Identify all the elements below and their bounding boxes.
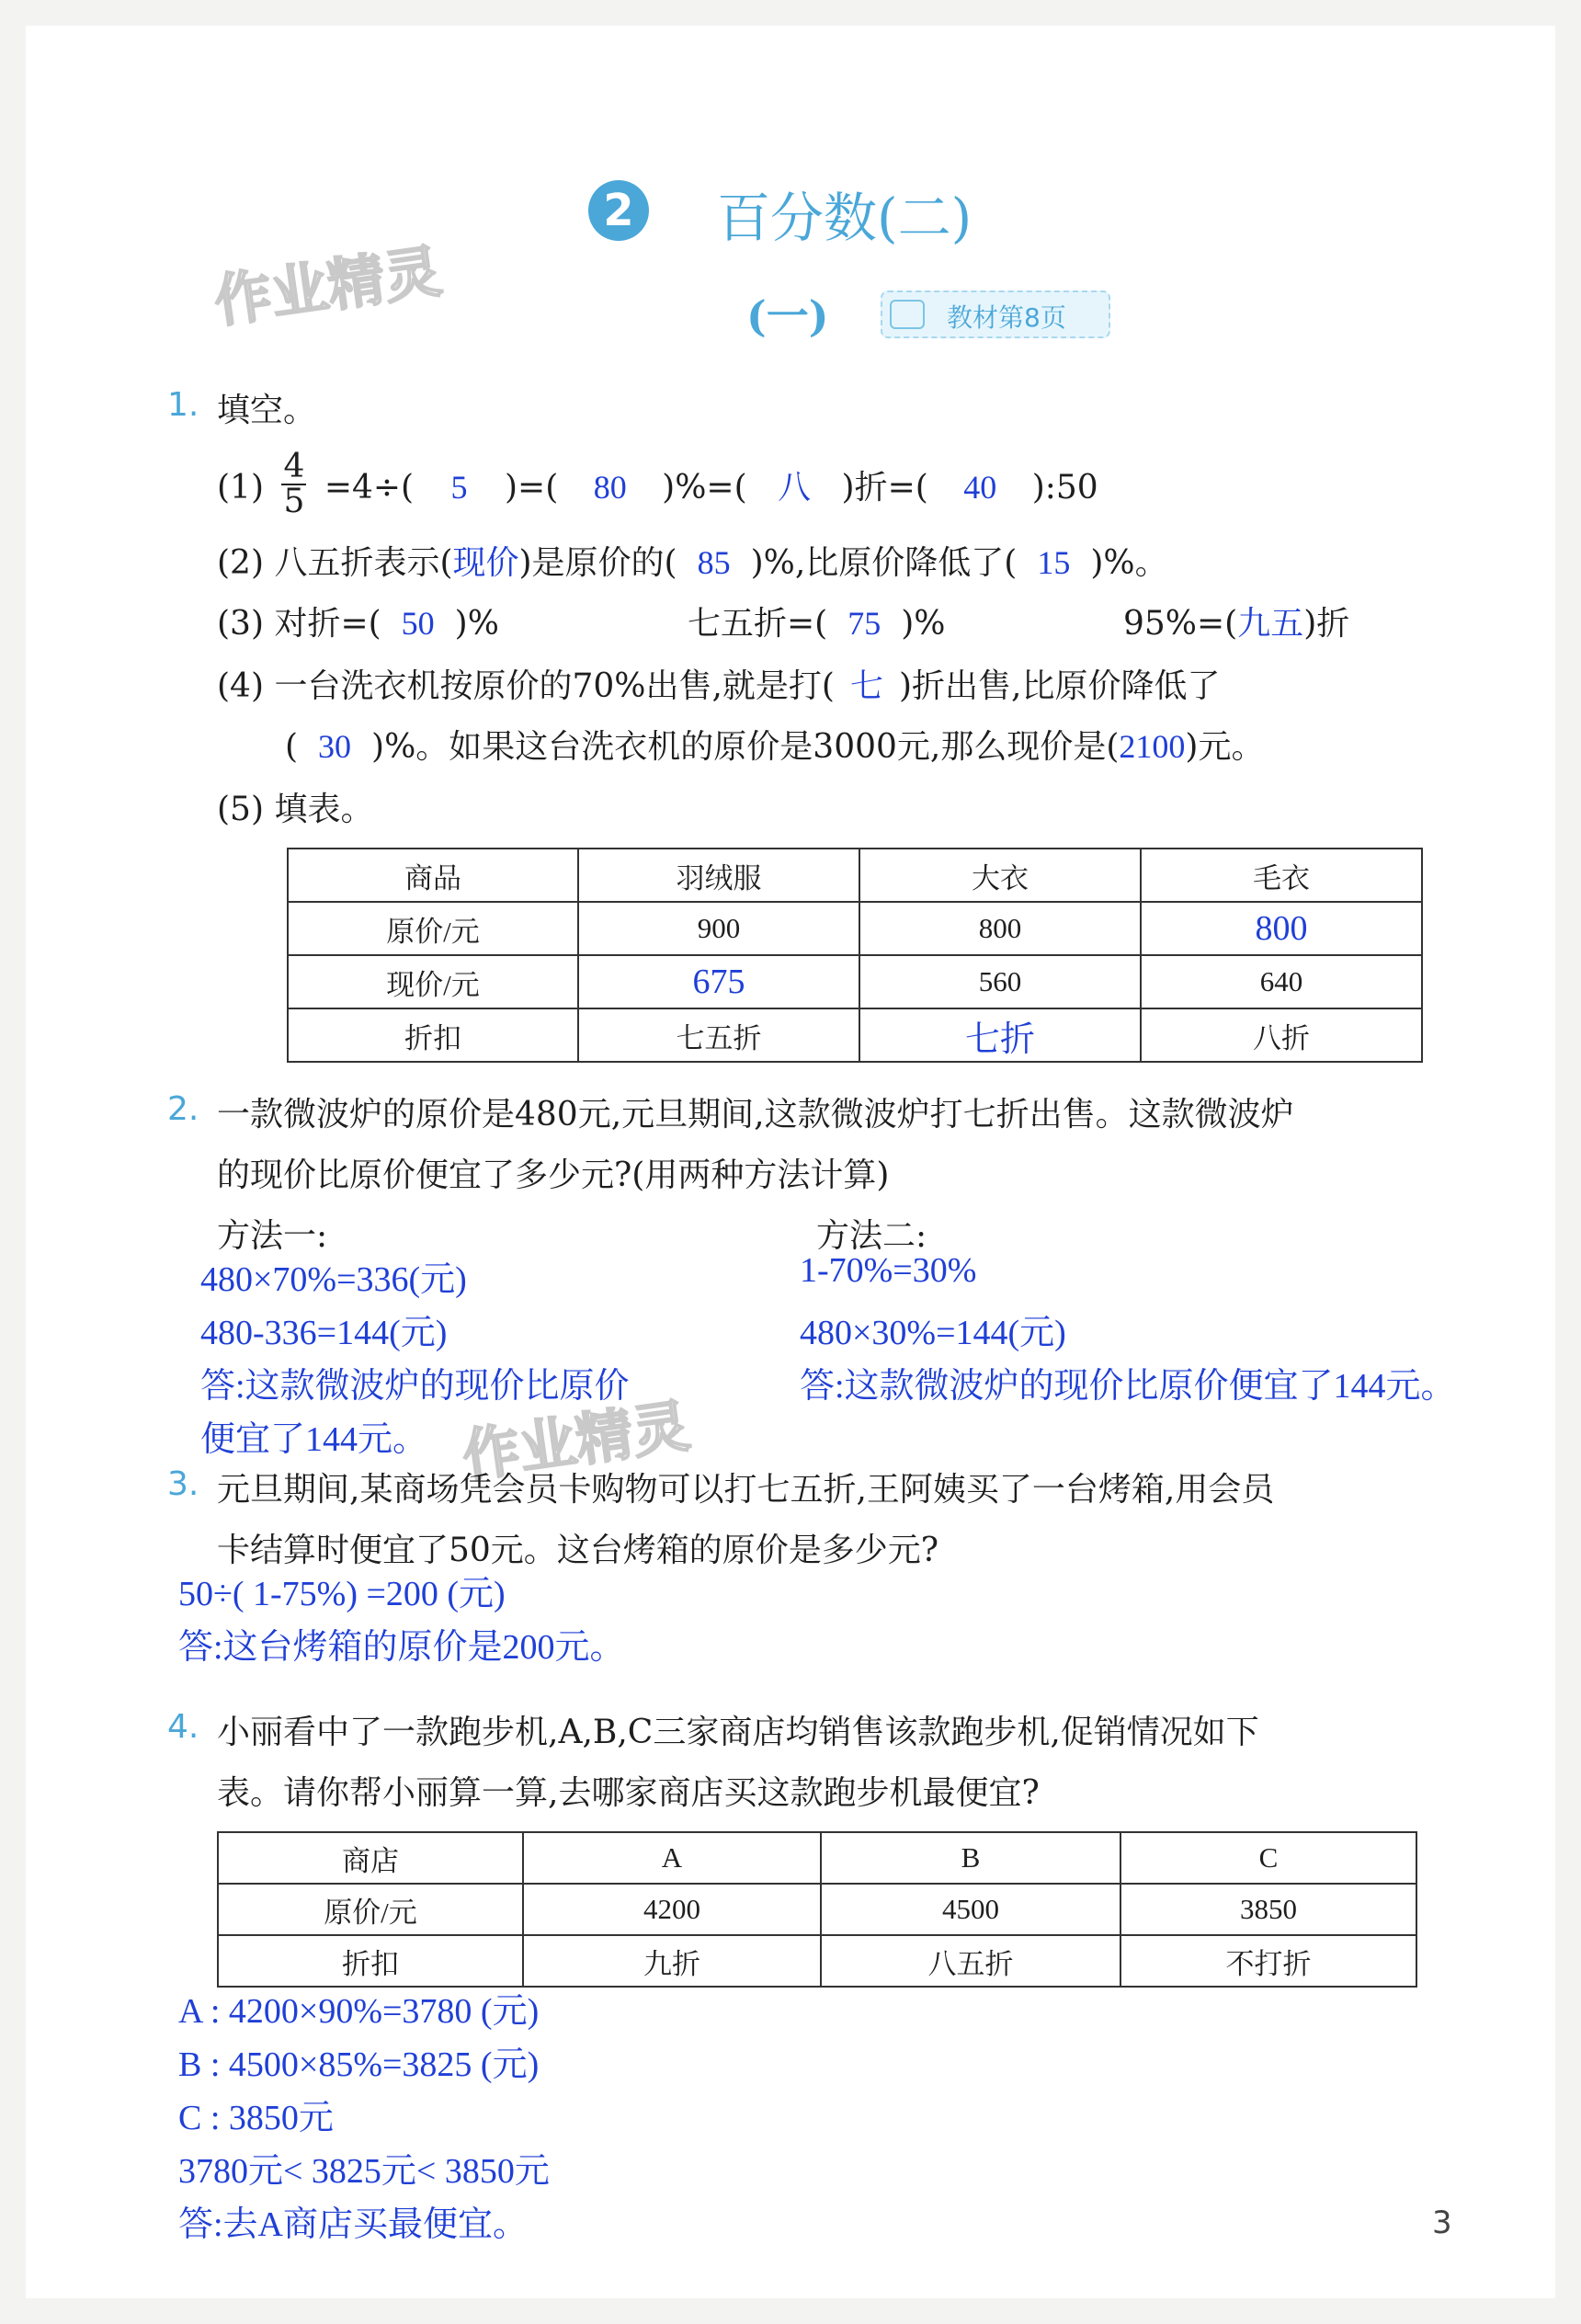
table-cell: 九折 xyxy=(523,1935,821,1987)
q1-p4-text1: 一台洗衣机按原价的70%出售,就是打( xyxy=(274,667,835,705)
table-cell: 折扣 xyxy=(218,1935,523,1987)
q1-p2-text4: )%。 xyxy=(1090,544,1168,582)
table-cell: B xyxy=(821,1832,1120,1884)
q1-p1-text3: )%=( xyxy=(662,469,747,507)
table-cell: 折扣 xyxy=(288,1008,578,1062)
q1-p3-index: (3) xyxy=(217,605,264,643)
table-cell: 七五折 xyxy=(578,1008,859,1062)
q1-p4-answer3: 2100 xyxy=(1119,728,1186,765)
q1-p3-answer3: 九五 xyxy=(1237,605,1304,642)
table-cell: 原价/元 xyxy=(218,1884,523,1935)
table-cell-answer: 800 xyxy=(1141,902,1422,955)
q3-answer1: 50÷( 1-75%) =200 (元) xyxy=(178,1575,506,1613)
q1-p1-index: (1) xyxy=(217,469,264,507)
q4-answer4: 3780元< 3825元< 3850元 xyxy=(178,2152,550,2191)
fraction-denominator: 5 xyxy=(283,483,305,520)
q3-answer2: 答:这台烤箱的原价是200元。 xyxy=(178,1628,625,1667)
method1-line3: 答:这款微波炉的现价比原价 xyxy=(200,1367,630,1406)
q1-p1 xyxy=(217,448,1098,520)
watermark-top: 作业精灵 xyxy=(210,237,446,336)
textbook-ref xyxy=(881,290,1110,338)
method1-line4: 便宜了144元。 xyxy=(200,1420,428,1459)
q4-answer5: 答:去A商店买最便宜。 xyxy=(178,2205,529,2244)
table-cell: 现价/元 xyxy=(288,955,578,1008)
method2-line1: 1-70%=30% xyxy=(800,1251,977,1290)
table-cell: 560 xyxy=(859,955,1141,1008)
q3-number: 3. xyxy=(167,1465,199,1503)
q1-p3-c xyxy=(1123,598,1349,644)
q4-line2: 表。请你帮小丽算一算,去哪家商店买这款跑步机最便宜? xyxy=(217,1774,1040,1812)
q2-number: 2. xyxy=(167,1090,199,1128)
q1-p1-answer4: 40 xyxy=(963,469,997,506)
q4-line1: 小丽看中了一款跑步机,A,B,C三家商店均销售该款跑步机,促销情况如下 xyxy=(217,1714,1259,1751)
table-cell: 八折 xyxy=(1141,1008,1422,1062)
q4-answer1: A : 4200×90%=3780 (元) xyxy=(178,1992,540,2031)
q1-p1-answer2: 80 xyxy=(593,469,627,506)
chapter-title: 百分数(二) xyxy=(717,187,972,249)
q4-answer3: C : 3850元 xyxy=(178,2099,334,2137)
method1-line1: 480×70%=336(元) xyxy=(200,1260,467,1299)
q1-p2 xyxy=(217,537,1168,584)
table-cell-answer: 675 xyxy=(578,955,859,1008)
textbook-ref-label: 教材第8页 xyxy=(947,302,1066,333)
q4-number: 4. xyxy=(167,1708,199,1746)
price-table xyxy=(287,848,1423,1063)
q1-p4-index: (4) xyxy=(217,667,264,705)
q1-p1-answer1: 5 xyxy=(450,469,468,506)
q1-p3-text6: )折 xyxy=(1303,605,1350,643)
q1-p2-answer3: 15 xyxy=(1037,544,1071,581)
book-icon xyxy=(890,300,925,329)
q2-line2: 的现价比原价便宜了多少元?(用两种方法计算) xyxy=(217,1156,890,1194)
q1-p3-answer1: 50 xyxy=(401,605,435,642)
q1-p4-line1 xyxy=(217,660,1220,707)
table-cell: 羽绒服 xyxy=(578,849,859,902)
q1-p2-text1: 八五折表示( xyxy=(274,544,453,582)
q1-p4-line2 xyxy=(285,721,1264,768)
page-number: 3 xyxy=(1432,2204,1452,2241)
fraction xyxy=(281,450,306,518)
q1-p4-text2: )折出售,比原价降低了 xyxy=(898,667,1221,705)
table-cell: A xyxy=(523,1832,821,1884)
q1-p2-text2: )是原价的( xyxy=(518,544,677,582)
q1-p3-answer2: 75 xyxy=(847,605,881,642)
table-cell: 原价/元 xyxy=(288,902,578,955)
q1-p5-index: (5) xyxy=(217,791,264,828)
q1-p1-answer3: 八 xyxy=(778,469,812,506)
q1-p5 xyxy=(217,783,373,830)
section-title: (一) xyxy=(746,291,829,341)
q3-line2: 卡结算时便宜了50元。这台烤箱的原价是多少元? xyxy=(217,1532,939,1569)
q1-p3-a xyxy=(217,598,499,644)
q1-p4-answer1: 七 xyxy=(849,667,883,704)
table-cell: 4200 xyxy=(523,1884,821,1935)
q1-p2-text3: )%,比原价降低了( xyxy=(750,544,1018,582)
table-cell: 商店 xyxy=(218,1832,523,1884)
store-table xyxy=(217,1831,1417,1988)
table-cell: 不打折 xyxy=(1120,1935,1416,1987)
q1-p4-answer2: 30 xyxy=(318,728,352,765)
q1-p5-label: 填表。 xyxy=(274,791,374,828)
q1-p2-answer2: 85 xyxy=(697,544,731,581)
q1-p3-text2: )% xyxy=(454,605,499,643)
table-cell: 3850 xyxy=(1120,1884,1416,1935)
q1-p3-text1: 对折=( xyxy=(274,605,381,643)
q3-line1: 元旦期间,某商场凭会员卡购物可以打七五折,王阿姨买了一台烤箱,用会员 xyxy=(217,1471,1275,1509)
table-cell: 640 xyxy=(1141,955,1422,1008)
q1-label: 填空。 xyxy=(217,392,317,429)
chapter-badge: 2 xyxy=(588,180,649,241)
table-cell: 商品 xyxy=(288,849,578,902)
table-cell-answer: 七折 xyxy=(859,1008,1141,1062)
q1-p2-index: (2) xyxy=(217,544,264,582)
method2-label: 方法二: xyxy=(816,1217,927,1255)
q2-line1: 一款微波炉的原价是480元,元旦期间,这款微波炉打七折出售。这款微波炉 xyxy=(217,1096,1294,1134)
method1-line2: 480-336=144(元) xyxy=(200,1314,448,1352)
q1-p3-text3: 七五折=( xyxy=(688,605,828,643)
method2-line3: 答:这款微波炉的现价比原价便宜了144元。 xyxy=(800,1367,1456,1406)
table-cell: 毛衣 xyxy=(1141,849,1422,902)
fraction-numerator: 4 xyxy=(283,448,305,485)
q1-p3-text5: 95%=( xyxy=(1123,605,1238,643)
table-cell: 900 xyxy=(578,902,859,955)
q1-p1-text4: )折=( xyxy=(841,469,928,507)
q1-p1-text1: =4÷( xyxy=(324,469,415,507)
q1-p3-b xyxy=(688,598,945,644)
q1-p4-text4: )%。如果这台洗衣机的原价是3000元,那么现价是( xyxy=(371,728,1120,766)
table-cell: 800 xyxy=(859,902,1141,955)
q1-p4-text5: )元。 xyxy=(1185,728,1265,766)
table-cell: 八五折 xyxy=(821,1935,1120,1987)
table-cell: 大衣 xyxy=(859,849,1141,902)
q4-answer2: B : 4500×85%=3825 (元) xyxy=(178,2045,540,2084)
q1-p2-answer1: 现价 xyxy=(452,544,519,581)
q1-p1-text5: ):50 xyxy=(1031,469,1098,507)
table-cell: 4500 xyxy=(821,1884,1120,1935)
q1-number: 1. xyxy=(167,386,199,424)
q1-p1-text2: )=( xyxy=(505,469,559,507)
watermark-middle: 作业精灵 xyxy=(458,1392,694,1490)
method2-line2: 480×30%=144(元) xyxy=(800,1314,1066,1352)
method1-label: 方法一: xyxy=(217,1217,328,1255)
q1-p4-text3: ( xyxy=(285,728,299,766)
q1-p3-text4: )% xyxy=(901,605,946,643)
table-cell: C xyxy=(1120,1832,1416,1884)
